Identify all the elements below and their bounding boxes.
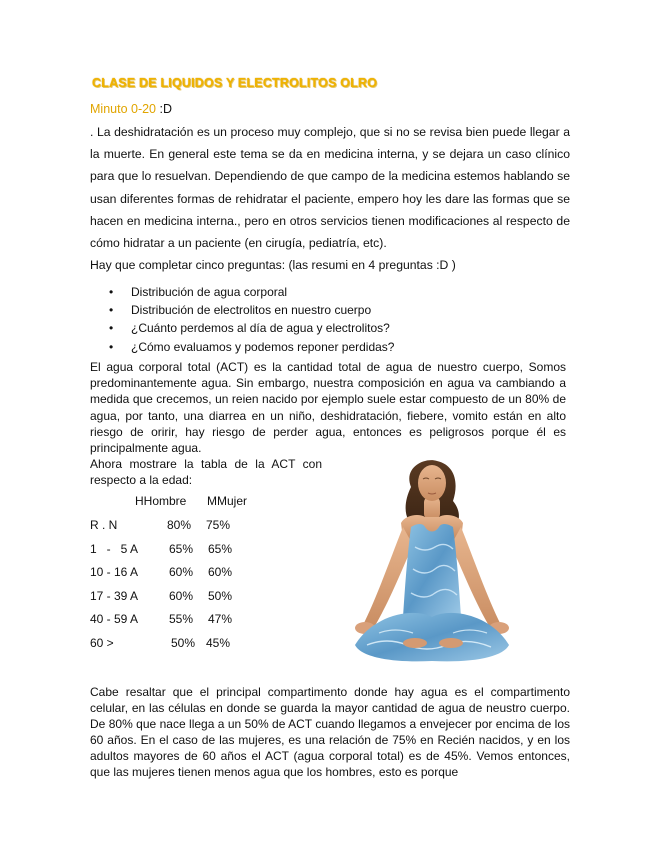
meditating-woman-photo — [333, 457, 529, 669]
document-title: CLASE DE LIQUIDOS Y ELECTROLITOS OLRO — [92, 76, 378, 90]
questions-list — [90, 283, 394, 356]
bullet-icon: • — [109, 285, 114, 299]
minute-suffix: :D — [156, 102, 172, 116]
male-cell: 55% — [169, 612, 194, 626]
male-cell: 65% — [169, 541, 194, 556]
minute-label: Minuto 0-20 — [90, 102, 157, 116]
male-cell: 80% — [167, 518, 192, 532]
header-male: HHombre — [135, 494, 187, 508]
bullet-icon: • — [109, 321, 114, 336]
female-cell: 45% — [206, 635, 231, 650]
age-cell: 40 - 59 A — [90, 612, 139, 626]
questions-intro: Hay que completar cinco preguntas: (las resumi en 4 preguntas :D ) — [90, 258, 456, 272]
female-cell: 60% — [208, 565, 233, 579]
list-item: • ¿Cómo evaluamos y podemos reponer perdidas? — [90, 338, 394, 356]
list-item: • ¿Cuánto perdemos al día de agua y electrolitos? — [90, 319, 394, 337]
table-intro: Ahora mostrare la tabla de la ACT con respecto a la edad: — [90, 457, 322, 488]
age-cell: 60 > — [90, 635, 114, 650]
female-cell: 75% — [206, 518, 231, 532]
age-cell: 17 - 39 A — [90, 588, 139, 603]
act-paragraph: El agua corporal total (ACT) es la cantidad total de agua de nuestro cuerpo, Somos predominantemente agua. Sin embargo, nuestra composición en agua va cambiando a medida que crecemos, un reien nacido por ejemplo suele estar compuesto de un 80% de agua, por tanto, una diarrea en un niño, deshidratación, fiebere, vomito están en alto riesgo de oririr, hay riesgo de perder agua, entonces es peligrosos porque él es principalmente agua. — [90, 360, 566, 456]
female-cell: 47% — [208, 612, 233, 626]
intro-paragraph: . La deshidratación es un proceso muy complejo, que si no se revisa bien puede llegar a la muerte. En general este tema se da en medicina interna, y se dejara un caso clínico para que lo resuelvan. Dependiendo de que campo de la medicina estemos hablando se usan diferentes formas de rehidratar el paciente, empero hoy les dare las formas que se hacen en medicina interna., pero en otros servicios tienen modificaciones al respecto de cómo hidratar a un paciente (en cirugía, pediatría, etc). — [90, 125, 570, 251]
age-cell: R . N — [90, 518, 118, 532]
minute-line — [90, 102, 172, 116]
male-cell: 60% — [169, 588, 194, 603]
header-female: MMujer — [207, 494, 248, 508]
male-cell: 60% — [169, 565, 194, 579]
bullet-icon: • — [109, 339, 114, 354]
closing-paragraph: Cabe resaltar que el principal compartimento donde hay agua es el compartimento celular, en las células en donde se guarda la mayor cantidad de agua de neustro cuerpo. De 80% que nace llega a un 50% de ACT cuando llegamos a envejecer por encima de los 60 años. En el caso de las mujeres, es una relación de 75% en Recién nacidos, y en los adultos mayores de 60 años el ACT (agua corporal total) es de 45%. Vemos entonces, que las mujeres tienen menos agua que los hombres, esto es porque — [90, 685, 570, 780]
bullet-icon: • — [109, 303, 114, 318]
male-cell: 50% — [171, 635, 196, 650]
age-cell: 1 - 5 A — [90, 541, 139, 556]
list-item: • Distribución de electrolitos en nuestro cuerpo — [90, 301, 394, 319]
age-cell: 10 - 16 A — [90, 565, 139, 579]
female-cell: 50% — [208, 588, 233, 603]
female-cell: 65% — [208, 541, 233, 556]
list-item: • Distribución de agua corporal — [90, 283, 394, 301]
